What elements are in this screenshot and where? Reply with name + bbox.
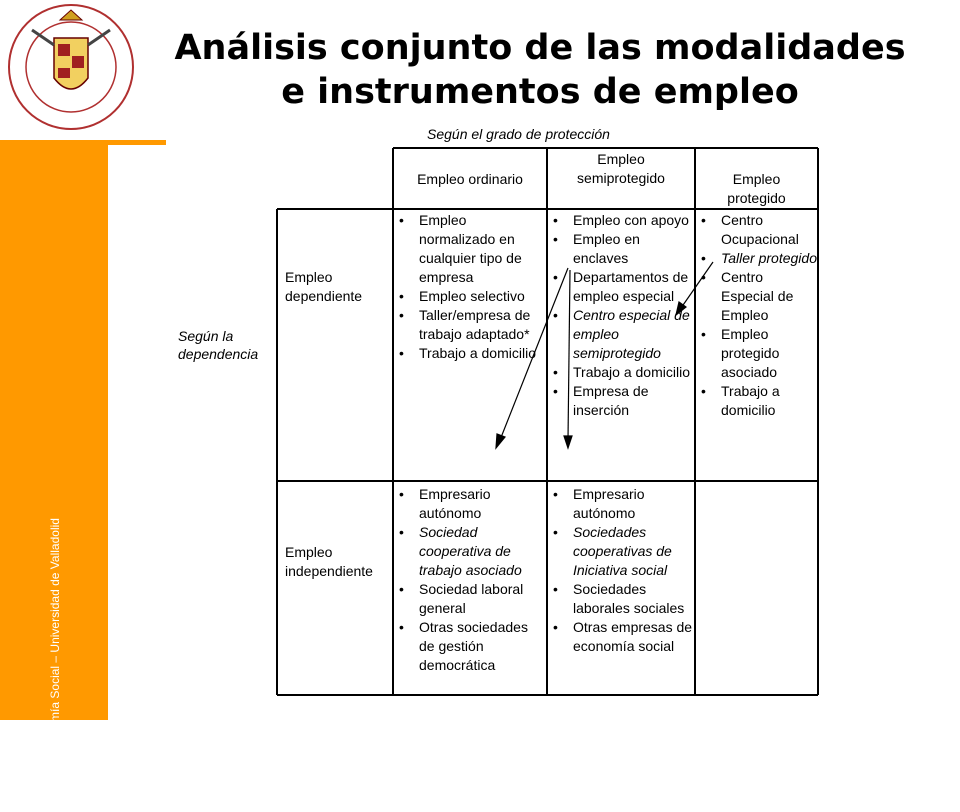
list-item [395,211,545,287]
col-header-semi-line2: semiprotegido [577,170,665,186]
list-item-text: Trabajo a domicilio [721,383,780,418]
list-item-text: Empleo protegido asociado [721,326,780,380]
list-item [395,306,545,344]
list-item [549,382,693,420]
list-item-text: Empleo con apoyo [573,212,689,228]
list-item-text: Sociedad cooperativa de trabajo asociado [419,524,522,578]
list-dep-semi [549,211,693,420]
cell-dep-protegido [697,211,818,420]
col-header-semiprotegido [549,150,693,188]
row-header-dependiente [285,268,391,306]
col-header-ordinario: Empleo ordinario [417,171,523,187]
list-item [549,485,693,523]
list-dep-ordinario [395,211,545,363]
list-item [395,485,545,523]
list-item-text: Taller protegido [721,250,817,266]
list-item [549,211,693,230]
list-item [549,618,693,656]
col-header-protegido [697,170,816,208]
cell-indep-semi [549,485,693,656]
list-item [549,363,693,382]
row-dep-line2: dependiente [285,288,363,304]
list-item [395,580,545,618]
row-indep-line2: independiente [285,563,373,579]
list-item [697,325,818,382]
list-item-text: Sociedades laborales sociales [573,581,685,616]
cell-indep-ordinario [395,485,545,675]
list-item-text: Empresario autónomo [419,486,491,521]
list-item-text: Empleo en enclaves [573,231,640,266]
list-indep-ordinario [395,485,545,675]
axis-left-line-1: Según la [178,328,234,344]
list-item [395,523,545,580]
list-item-text: Otras sociedades de gestión democrática [419,619,528,673]
list-item [395,287,545,306]
axis-left-line-2: dependencia [178,346,259,362]
list-item [395,344,545,363]
list-item [549,523,693,580]
list-item [697,249,818,268]
footer-vertical-text: Economía Social – Universidad de Valladolid [48,518,62,756]
row-indep-line1: Empleo [285,544,333,560]
row-header-independiente [285,543,391,581]
col-header-prot-line2: protegido [727,190,786,206]
list-item-text: Sociedades cooperativas de Iniciativa social [573,524,672,578]
col-header-prot-line1: Empleo [732,171,781,187]
list-item-text: Empresa de inserción [573,383,649,418]
row-dep-line1: Empleo [285,269,333,285]
list-item [697,382,818,420]
list-item-text: Taller/empresa de trabajo adaptado* [419,307,531,342]
title-line-1: Análisis conjunto de las modalidades [174,28,906,68]
title-line-2: e instrumentos de empleo [281,72,799,112]
list-item-text: Empleo normalizado en cualquier tipo de empresa [419,212,522,285]
list-item-text: Centro Especial de Empleo [721,269,794,323]
list-item [395,618,545,675]
list-item [697,211,818,249]
list-item-text: Departamentos de empleo especial [573,269,689,304]
list-item-text: Sociedad laboral general [419,581,524,616]
list-item [549,230,693,268]
axis-label-protection: Según el grado de protección [427,126,610,142]
list-item-text: Empresario autónomo [573,486,645,521]
list-item-text: Centro Ocupacional [721,212,799,247]
list-item-text: Trabajo a domicilio [419,345,536,361]
list-item-text: Otras empresas de economía social [573,619,693,654]
list-item-text: Empleo selectivo [419,288,525,304]
cell-dep-semi [549,211,693,420]
list-item-text: Trabajo a domicilio [573,364,690,380]
list-item [549,580,693,618]
list-dep-protegido [697,211,818,420]
list-item [549,306,693,363]
list-indep-semi [549,485,693,656]
list-item [549,268,693,306]
list-item [697,268,818,325]
col-header-semi-line1: Empleo [597,151,645,167]
cell-dep-ordinario [395,211,545,363]
list-item-text: Centro especial de empleo semiprotegido [573,307,690,361]
